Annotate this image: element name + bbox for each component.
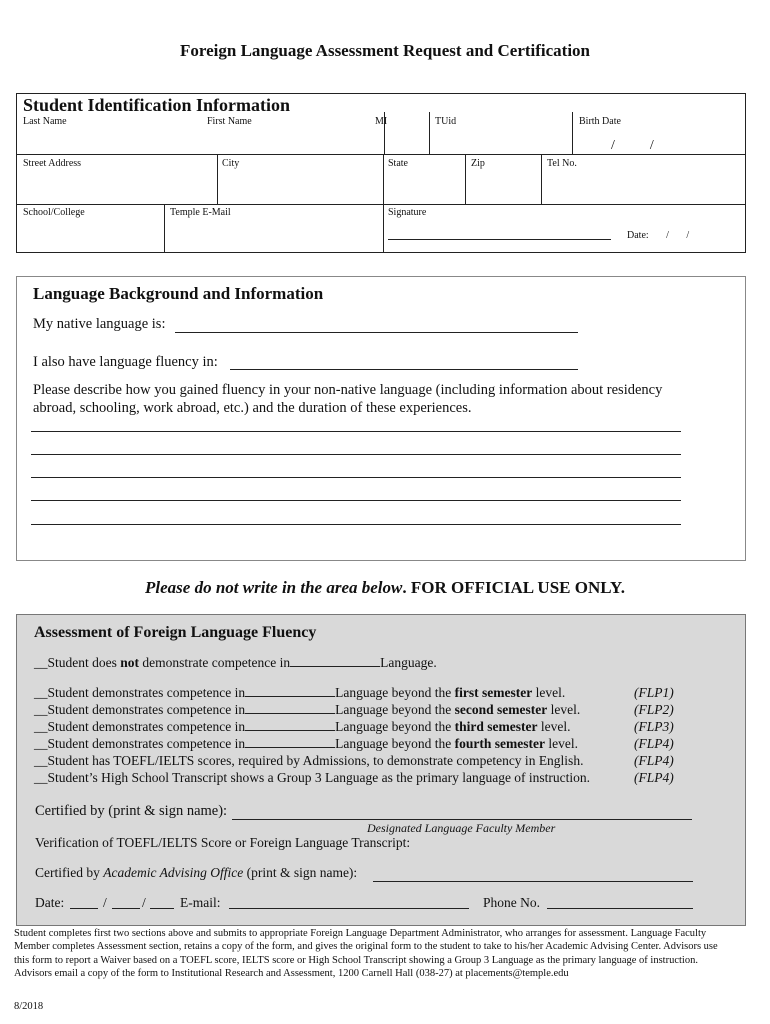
student-section-heading: Student Identification Information xyxy=(23,95,291,115)
city-label: City xyxy=(222,158,240,169)
student-identification-section xyxy=(16,93,746,253)
official-use-notice xyxy=(0,578,770,598)
fluency-label: I also have language fluency in: xyxy=(33,354,218,370)
toefl-code: (FLP4) xyxy=(634,753,674,768)
date-slash: / xyxy=(142,895,146,910)
tuid-label: TUid xyxy=(435,116,457,127)
col-divider xyxy=(429,112,430,155)
col-divider xyxy=(383,154,384,204)
col-divider xyxy=(217,154,218,204)
birth-date-label: Birth Date xyxy=(579,116,621,127)
advising-office: Academic Advising Office xyxy=(103,865,244,880)
zip-label: Zip xyxy=(471,158,485,169)
row-text: (print & sign name): xyxy=(243,865,358,880)
assessment-heading: Assessment of Foreign Language Fluency xyxy=(34,624,317,641)
row-text: __Student demonstrates competence in xyxy=(34,736,246,751)
row-text: level. xyxy=(532,685,566,700)
transcript-row: __Student’s High School Transcript shows a Group 3 Language as the primary language of instruction. xyxy=(34,770,591,785)
language-blank[interactable] xyxy=(245,747,335,748)
notice-italic: Please do not write in the area below xyxy=(145,578,403,597)
school-label: School/College xyxy=(23,207,85,218)
phone-label: Phone No. xyxy=(483,895,540,910)
notice-rest: . FOR OFFICIAL USE ONLY. xyxy=(402,578,625,597)
describe-prompt: Please describe how you gained fluency in your non-native language (including information about residency abroad, schooling, work abroad, etc.) and the duration of these experiences. xyxy=(33,382,663,416)
row-text: __Student does xyxy=(34,655,121,670)
col-divider xyxy=(572,112,573,155)
semester-level: fourth semester xyxy=(454,736,546,751)
signature-line[interactable] xyxy=(388,239,611,240)
row-text: Language beyond the xyxy=(335,685,455,700)
certified-by-label: Certified by (print & sign name): xyxy=(35,803,228,819)
verification-label: Verification of TOEFL/IELTS Score or Foreign Language Transcript: xyxy=(35,835,411,850)
not-word: not xyxy=(120,655,140,670)
date-line[interactable] xyxy=(112,908,140,909)
signature-label: Signature xyxy=(388,207,427,218)
language-section-heading: Language Background and Information xyxy=(33,284,324,303)
email-label: Temple E-Mail xyxy=(170,207,231,218)
first-name-label: First Name xyxy=(207,116,252,127)
competence-row xyxy=(34,702,580,718)
phone-line[interactable] xyxy=(547,908,693,909)
flp-code: (FLP1) xyxy=(634,685,674,700)
competence-row xyxy=(34,719,571,735)
row-divider xyxy=(17,154,745,155)
col-divider xyxy=(164,204,165,253)
date-slash: / xyxy=(103,895,107,910)
answer-line[interactable] xyxy=(31,431,681,432)
flp-code: (FLP2) xyxy=(634,702,674,717)
row-text: level. xyxy=(545,736,579,751)
signature-date: Date: / / xyxy=(627,230,690,241)
email-label: E-mail: xyxy=(180,895,221,910)
competence-row xyxy=(34,685,565,701)
answer-line[interactable] xyxy=(31,454,681,455)
native-language-label: My native language is: xyxy=(33,316,166,332)
semester-level: first semester xyxy=(454,685,533,700)
language-blank[interactable] xyxy=(290,666,380,667)
tel-label: Tel No. xyxy=(547,158,577,169)
row-text: level. xyxy=(537,719,571,734)
language-blank[interactable] xyxy=(245,730,335,731)
row-text: Language beyond the xyxy=(335,719,455,734)
birth-date-slashes: / / xyxy=(611,138,654,153)
last-name-label: Last Name xyxy=(23,116,67,127)
date-line[interactable] xyxy=(70,908,98,909)
toefl-row: __Student has TOEFL/IELTS scores, required by Admissions, to demonstrate competency in English. xyxy=(34,753,584,768)
certified-by-line[interactable] xyxy=(232,819,692,820)
transcript-code: (FLP4) xyxy=(634,770,674,785)
col-divider xyxy=(541,154,542,204)
row-text: level. xyxy=(547,702,581,717)
flp-code: (FLP3) xyxy=(634,719,674,734)
date-label: Date: xyxy=(35,895,65,910)
advising-sign-line[interactable] xyxy=(373,881,693,882)
row-text: Language. xyxy=(380,655,437,670)
not-competent-row xyxy=(34,655,437,671)
row-text: __Student demonstrates competence in xyxy=(34,719,246,734)
semester-level: second semester xyxy=(454,702,548,717)
street-label: Street Address xyxy=(23,158,82,169)
language-blank[interactable] xyxy=(245,696,335,697)
col-divider xyxy=(383,204,384,253)
language-background-section xyxy=(16,276,746,561)
language-blank[interactable] xyxy=(245,713,335,714)
answer-line[interactable] xyxy=(31,477,681,478)
answer-line[interactable] xyxy=(31,500,681,501)
row-text: __Student demonstrates competence in xyxy=(34,685,246,700)
state-label: State xyxy=(388,158,408,169)
row-text: demonstrate competence in xyxy=(139,655,291,670)
fluency-line[interactable] xyxy=(230,369,578,370)
row-text: Language beyond the xyxy=(335,702,455,717)
flp-code: (FLP4) xyxy=(634,736,674,751)
assessment-section xyxy=(16,614,746,926)
competence-row xyxy=(34,736,578,752)
mi-label: MI xyxy=(375,116,388,127)
revision-date: 8/2018 xyxy=(14,1001,44,1012)
row-text: Language beyond the xyxy=(335,736,455,751)
semester-level: third semester xyxy=(454,719,538,734)
native-language-line[interactable] xyxy=(175,332,578,333)
designated-label: Designated Language Faculty Member xyxy=(367,821,556,835)
answer-line[interactable] xyxy=(31,524,681,525)
form-title: Foreign Language Assessment Request and Certification xyxy=(179,41,591,60)
certified-advising-label xyxy=(35,865,357,881)
row-divider xyxy=(17,204,745,205)
row-text: Certified by xyxy=(35,865,104,880)
date-line[interactable] xyxy=(150,908,174,909)
email-line[interactable] xyxy=(229,908,469,909)
col-divider xyxy=(465,154,466,204)
footer-instructions: Student completes first two sections above and submits to appropriate Foreign Language Department Administrator, who arranges for assessment. Language Faculty Member completes Assessment section, retains a copy of the form, and gives the original form to the student to take to his/her Academic Advising Center. Advisors use this form to report a Waiver based on a TOEFL score, IELTS score or High School Transcript showing a Group 3 Language as the primary language of instruction. Advisors email a copy of the form to Institutional Research and Assessment, 1200 Carnell Hall (038-27) at placements@temple.edu xyxy=(14,928,718,980)
row-text: __Student demonstrates competence in xyxy=(34,702,246,717)
